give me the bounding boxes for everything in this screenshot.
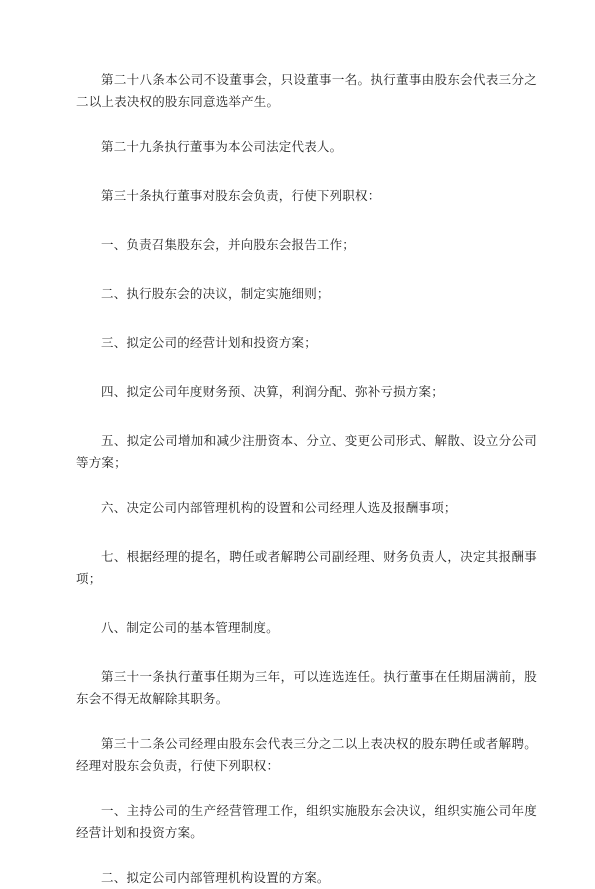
article-30-item-3: 三、拟定公司的经营计划和投资方案； bbox=[101, 335, 317, 350]
article-31-paragraph: 第三十一条执行董事任期为三年，可以连选连任。执行董事在任期届满前，股东会不得无故解除其职务。 bbox=[76, 669, 537, 706]
article-30-item-2: 二、执行股东会的决议，制定实施细则； bbox=[101, 286, 330, 301]
article-30-item-8: 八、制定公司的基本管理制度。 bbox=[101, 620, 279, 635]
article-28-paragraph: 第二十八条本公司不设董事会，只设董事一名。执行董事由股东会代表三分之二以上表决权的股东同意选举产生。 bbox=[76, 72, 537, 109]
article-32-paragraph: 第三十二条公司经理由股东会代表三分之二以上表决权的股东聘任或者解聘。经理对股东会负责，行使下列职权： bbox=[76, 736, 537, 773]
article-30-item-1: 一、负责召集股东会，并向股东会报告工作； bbox=[101, 237, 356, 252]
article-32-item-1: 一、主持公司的生产经营管理工作，组织实施股东会决议，组织实施公司年度经营计划和投资方案。 bbox=[76, 803, 537, 840]
article-30-item-5: 五、拟定公司增加和减少注册资本、分立、变更公司形式、解散、设立分公司等方案； bbox=[76, 433, 537, 470]
article-30-item-6: 六、决定公司内部管理机构的设置和公司经理人选及报酬事项； bbox=[101, 500, 457, 515]
article-29-paragraph: 第二十九条执行董事为本公司法定代表人。 bbox=[101, 139, 343, 154]
article-30-paragraph: 第三十条执行董事对股东会负责，行使下列职权： bbox=[101, 188, 381, 203]
article-30-item-4: 四、拟定公司年度财务预、决算，利润分配、弥补亏损方案； bbox=[101, 384, 444, 399]
article-32-item-2: 二、拟定公司内部管理机构设置的方案。 bbox=[101, 870, 330, 885]
article-30-item-7: 七、根据经理的提名，聘任或者解聘公司副经理、财务负责人，决定其报酬事项； bbox=[76, 549, 537, 586]
